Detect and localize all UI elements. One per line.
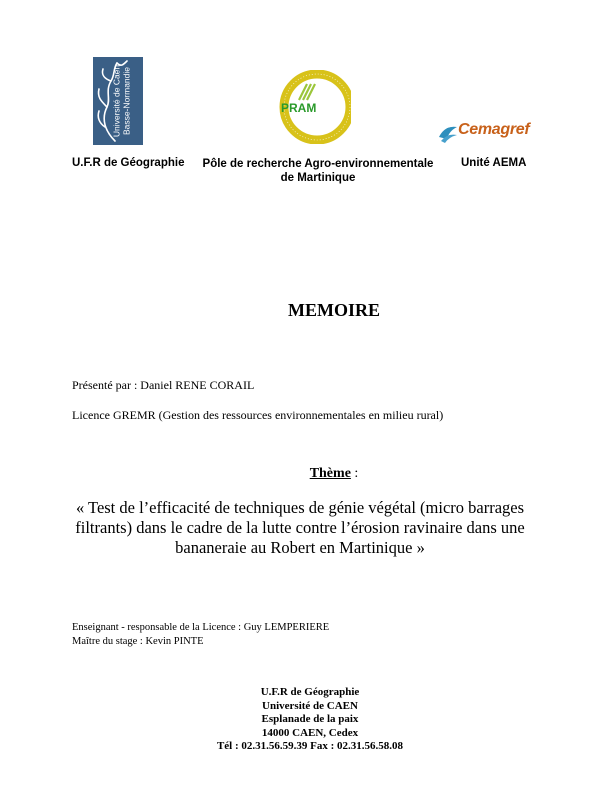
footer-line-5: Tél : 02.31.56.59.39 Fax : 02.31.56.58.08 — [216, 740, 404, 752]
theme-colon: : — [350, 466, 359, 481]
pram-logo — [277, 70, 351, 144]
footer-line-3: Esplanade de la paix — [261, 713, 359, 725]
page-title: MEMOIRE — [288, 300, 380, 320]
cemagref-mark-icon — [437, 121, 459, 143]
caen-logo-text: Université de Caen Basse-Normandie — [111, 64, 131, 138]
licence-line: Licence GREMR (Gestion des ressources environnementales en milieu rural) — [72, 408, 444, 422]
presented-by: Présenté par : Daniel RENE CORAIL — [72, 378, 255, 392]
pram-logo-text: PRAM — [281, 101, 317, 115]
footer-line-4: 14000 CAEN, Cedex — [261, 726, 359, 739]
footer-line-1: U.F.R de Géographie — [260, 686, 360, 698]
pole-recherche-label — [198, 157, 438, 185]
cemagref-logo-text: Cemagref — [458, 121, 530, 138]
internship-supervisor: Maître du stage : Kevin PINTE — [72, 636, 204, 647]
cemagref-logo — [437, 119, 530, 145]
footer-line-2: Université de CAEN — [262, 699, 358, 712]
theme-heading — [0, 466, 600, 482]
footer-address — [190, 686, 430, 754]
licence-teacher: Enseignant - responsable de la Licence : Guy LEMPERIERE — [72, 622, 330, 633]
unite-aema-label: Unité AEMA — [461, 157, 527, 169]
theme-text: « Test de l’efficacité de techniques de génie végétal (micro barrages filtrants) dans le cadre de la lutte contre l’érosion ravinaire dans une bananeraie au Robert en Martinique » — [75, 498, 525, 557]
universite-caen-logo — [93, 57, 143, 145]
pole-line-2: de Martinique — [280, 172, 356, 184]
theme-label: Thème — [309, 466, 351, 481]
ufr-geographie-label: U.F.R de Géographie — [72, 157, 185, 169]
pole-line-1: Pôle de recherche Agro-environnementale — [202, 158, 434, 170]
